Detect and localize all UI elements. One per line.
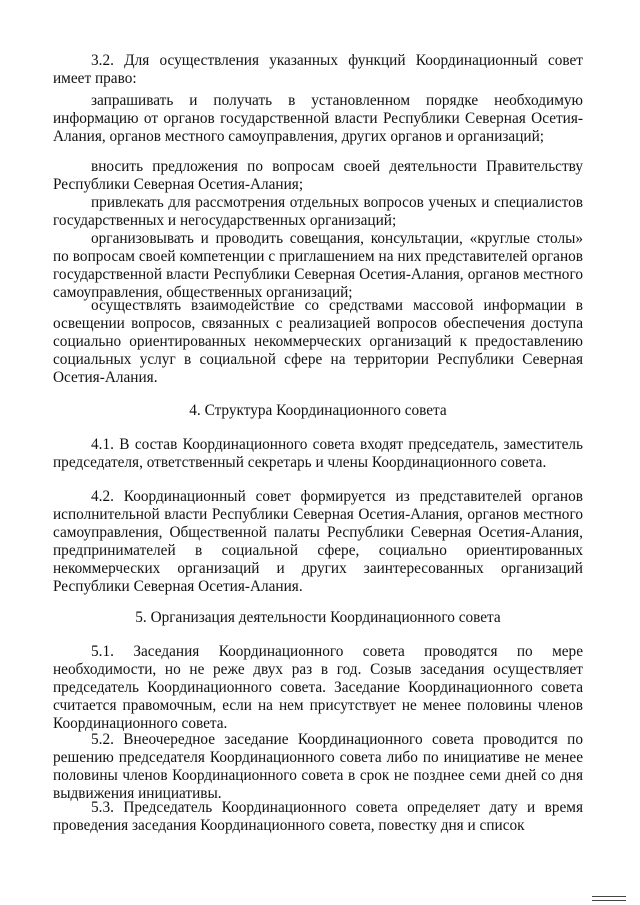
right-involve-experts: привлекать для рассмотрения отдельных вопросов ученых и специалистов государственных и негосударственных организаций; xyxy=(53,194,583,229)
section-4-heading: 4. Структура Координационного совета xyxy=(189,402,447,419)
paragraph-5-1: 5.1. Заседания Координационного совета проводятся по мере необходимости, но не реже двух раз в год. Созыв заседания осуществляет председатель Координационного совета. Заседание Координационного совета считается правомочным, если на нем присутствует не менее половины членов Координационного совета. xyxy=(53,643,583,732)
paragraph-3-2: 3.2. Для осуществления указанных функций Координационный совет имеет право: xyxy=(53,52,583,87)
right-media-interaction: осуществлять взаимодействие со средствами массовой информации в освещении вопросов, связанных с реализацией вопросов обеспечения доступа социально ориентированных некоммерческих организаций к предоставлению социальных услуг в социальной сфере на территории Республики Северная Осетия-Алания. xyxy=(53,297,583,386)
paragraph-5-3: 5.3. Председатель Координационного совета определяет дату и время проведения заседания Координационного совета, повестку дня и список xyxy=(53,799,583,834)
right-submit-proposals: вносить предложения по вопросам своей деятельности Правительству Республики Северная Осетия-Алания; xyxy=(53,158,583,193)
section-5-heading: 5. Организация деятельности Координационного совета xyxy=(135,609,501,626)
scan-edge-mark xyxy=(592,896,626,901)
paragraph-4-1: 4.1. В состав Координационного совета входят председатель, заместитель председателя, ответственный секретарь и члены Координационного совета. xyxy=(53,436,583,471)
paragraph-5-2: 5.2. Внеочередное заседание Координационного совета проводится по решению председателя Координационного совета либо по инициативе не менее половины членов Координационного совета в срок не позднее семи дней со дня выдвижения инициативы. xyxy=(53,731,583,802)
right-request-information: запрашивать и получать в установленном порядке необходимую информацию от органов государственной власти Республики Северная Осетия-Алания, органов местного самоуправления, других органов и организаций; xyxy=(53,92,583,145)
right-organize-meetings: организовывать и проводить совещания, консультации, «круглые столы» по вопросам своей компетенции с приглашением на них представителей органов государственной власти Республики Северная Осетия-Алания, органов местного самоуправления, общественных организаций; xyxy=(53,230,583,301)
paragraph-4-2: 4.2. Координационный совет формируется из представителей органов исполнительной власти Республики Северная Осетия-Алания, органов местного самоуправления, Общественной палаты Республики Северная Осетия-Алания, предпринимателей в социальной сфере, социально ориентированных некоммерческих организаций и других заинтересованных организаций Республики Северная Осетия-Алания. xyxy=(53,488,583,595)
